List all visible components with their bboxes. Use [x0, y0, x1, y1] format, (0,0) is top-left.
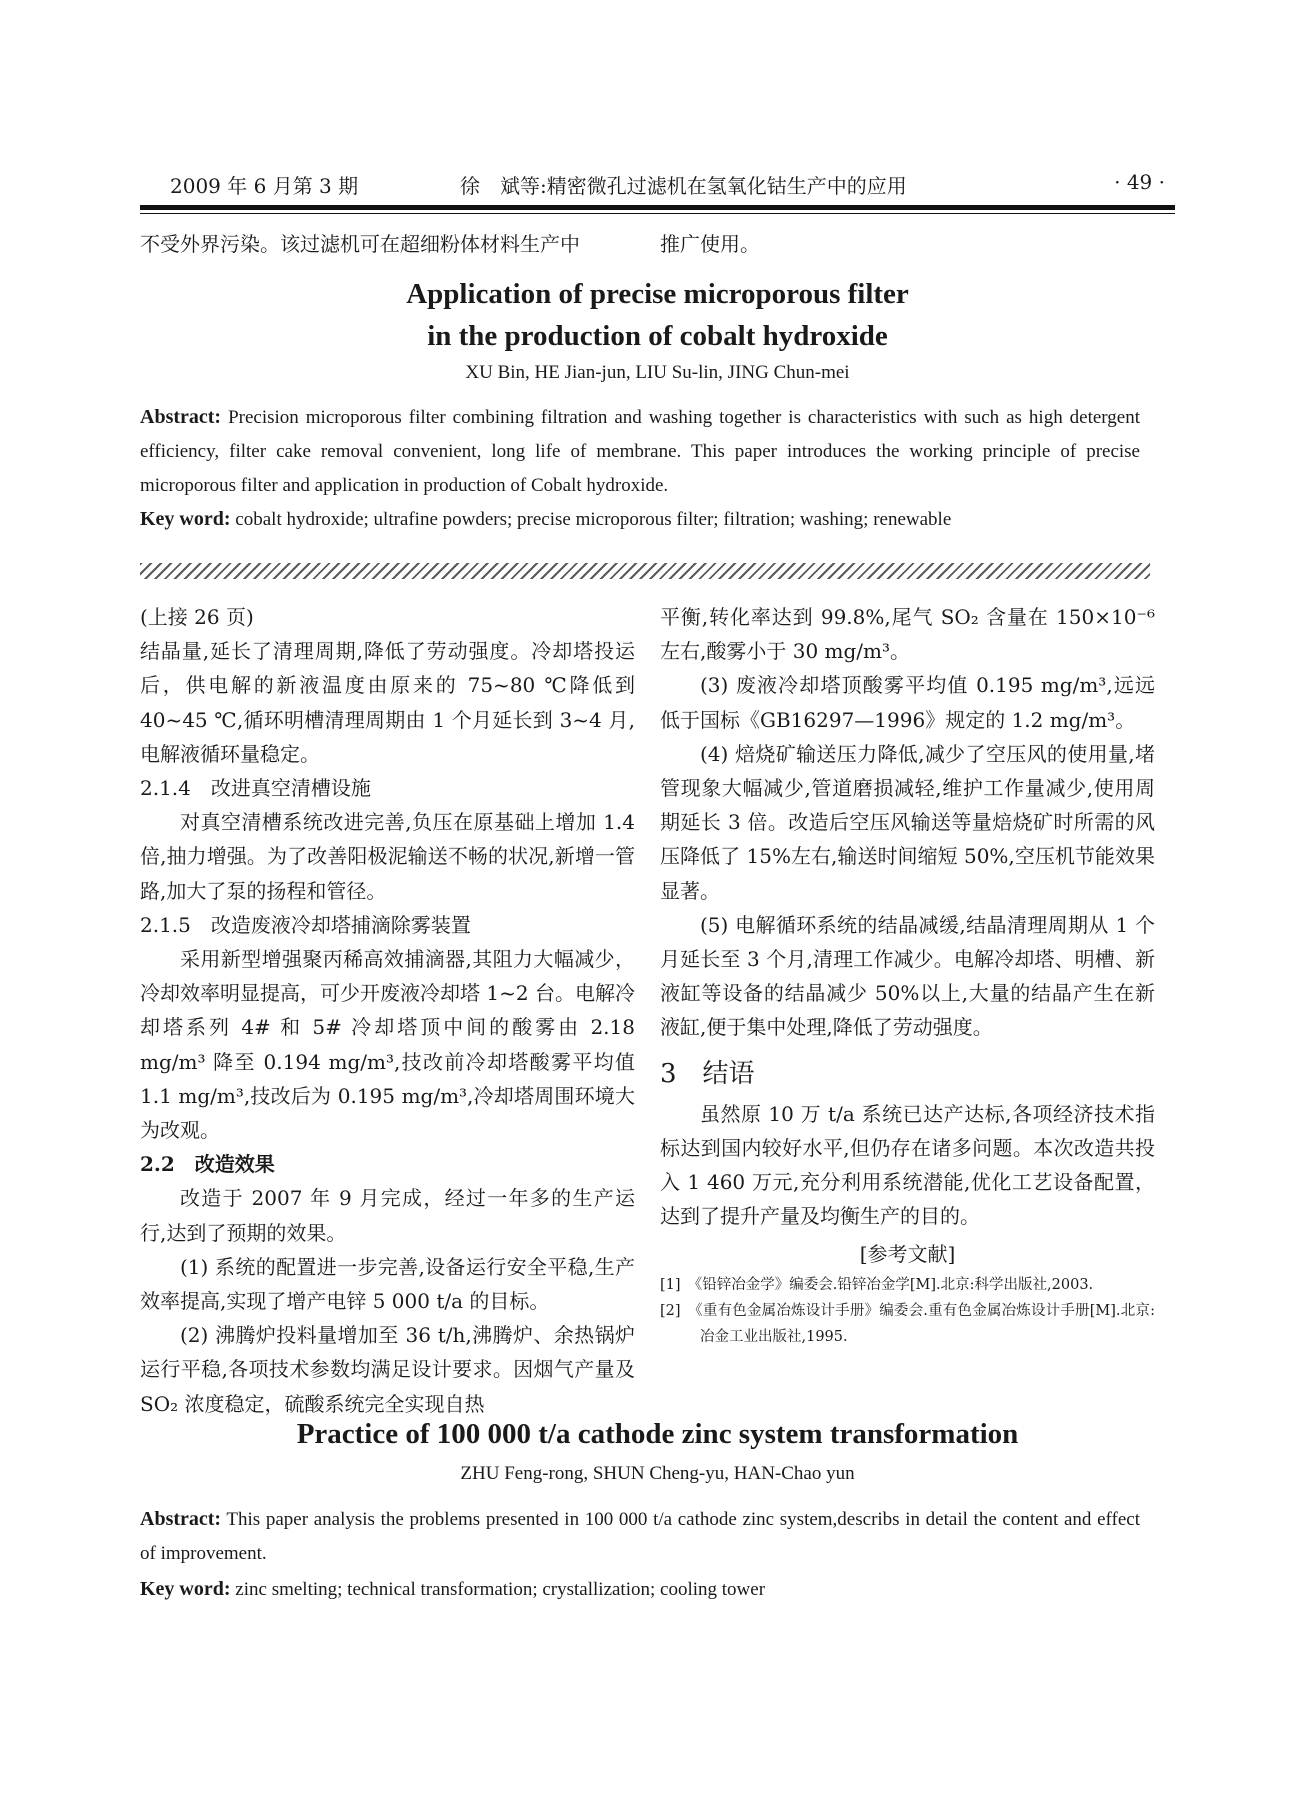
paragraph: (5) 电解循环系统的结晶减缓,结晶清理周期从 1 个月延长至 3 个月,清理工作减少。电解冷却塔、明槽、新液缸等设备的结晶减少 50%以上,大量的结晶产生在新液缸,便于集中处理,降低了劳动强度。: [660, 912, 1155, 1040]
article1-keyword-label: Key word:: [140, 508, 231, 530]
section-heading-2-2: 2.2 改造效果: [140, 1152, 275, 1177]
article2-authors: ZHU Feng-rong, SHUN Cheng-yu, HAN-Chao yun: [460, 1463, 855, 1484]
paragraph: 结晶量,延长了清理周期,降低了劳动强度。冷却塔投运后，供电解的新液温度由原来的 75~80 ℃降低到 40~45 ℃,循环明槽清理周期由 1 个月延长到 3~4 月,电解液循环量稳定。: [140, 639, 635, 766]
section-heading-2-1-5: 2.1.5 改造废液冷却塔捕滴除雾装置: [140, 912, 471, 937]
article1-abstract-text: Precision microporous filter combining filtration and washing together is characteristics with such as high detergent efficiency, filter cake removal convenient, long life of membrane. This paper introduces the working principle of precise microporous filter and application in production of Cobalt hydroxide.: [140, 407, 1141, 496]
section-heading-2-1-4: 2.1.4 改进真空清槽设施: [140, 776, 371, 801]
continued-note: (上接 26 页): [140, 605, 254, 629]
article2-abstract-label: Abstract:: [140, 1508, 222, 1530]
article1-title-line2: in the production of cobalt hydroxide: [427, 320, 888, 352]
paragraph: 采用新型增强聚丙稀高效捕滴器,其阻力大幅减少，冷却效率明显提高，可少开废液冷却塔 1~2 台。电解冷却塔系列 4# 和 5# 冷却塔顶中间的酸雾由 2.18 mg/m³ 降至 0.194 mg/m³,技改前冷却塔酸雾平均值 1.1 mg/m³,技改后为 0.195 mg/m³,冷却塔周围环境大为改观。: [140, 947, 635, 1143]
section-heading-3: 3 结语: [660, 1058, 755, 1089]
carryover-text-left: 不受外界污染。该过滤机可在超细粉体材料生产中: [140, 232, 580, 256]
header-rule-thin: [140, 213, 1175, 214]
article1-abstract: [140, 400, 1140, 503]
paragraph: 对真空清槽系统改进完善,负压在原基础上增加 1.4 倍,抽力增强。为了改善阳极泥输送不畅的状况,新增一管路,加大了泵的扬程和管径。: [140, 810, 635, 903]
article2-title: Practice of 100 000 t/a cathode zinc system transformation: [296, 1418, 1019, 1450]
header-issue: 2009 年 6 月第 3 期: [170, 174, 359, 198]
header-article-title: 徐 斌等:精密微孔过滤机在氢氧化钴生产中的应用: [460, 174, 907, 198]
paragraph: (1) 系统的配置进一步完善,设备运行安全平稳,生产效率提高,实现了增产电锌 5 000 t/a 的目标。: [140, 1254, 635, 1314]
article2-keyword-label: Key word:: [140, 1578, 231, 1600]
carryover-text-right: 推广使用。: [660, 232, 760, 256]
paragraph: 虽然原 10 万 t/a 系统已达产达标,各项经济技术指标达到国内较好水平,但仍存在诸多问题。本次改造共投入 1 460 万元,充分利用系统潜能,优化工艺设备配置，达到了提升产量及均衡生产的目的。: [660, 1101, 1155, 1229]
article1-authors: XU Bin, HE Jian-jun, LIU Su-lin, JING Chun-mei: [465, 362, 850, 383]
right-column: [660, 600, 1155, 1350]
reference-item: [1] 《铅锌冶金学》编委会.铅锌冶金学[M].北京:科学出版社,2003.: [660, 1276, 1094, 1293]
running-header: [140, 170, 1175, 200]
paragraph: (2) 沸腾炉投料量增加至 36 t/h,沸腾炉、余热锅炉运行平稳,各项技术参数均满足设计要求。因烟气产量及 SO₂ 浓度稳定，硫酸系统完全实现自热: [140, 1323, 635, 1416]
article1-title-line1: Application of precise microporous filter: [406, 278, 909, 310]
header-rule-thick: [140, 205, 1175, 210]
paragraph: (4) 焙烧矿输送压力降低,减少了空压风的使用量,堵管现象大幅减少,管道磨损减轻,维护工作量减少,使用周期延长 3 倍。改造后空压风输送等量焙烧矿时所需的风压降低了 15%左右,输送时间缩短 50%,空压机节能效果显著。: [660, 741, 1155, 903]
reference-item: [2] 《重有色金属冶炼设计手册》编委会.重有色金属冶炼设计手册[M].北京:冶金工业出版社,1995.: [660, 1302, 1155, 1345]
article1-abstract-label: Abstract:: [140, 406, 222, 428]
article2-abstract-text: This paper analysis the problems presented in 100 000 t/a cathode zinc system,describs in detail the content and effect of improvement.: [140, 1509, 1140, 1564]
article2-keyword-text: zinc smelting; technical transformation; crystallization; cooling tower: [235, 1579, 766, 1600]
article1-keyword-text: cobalt hydroxide; ultrafine powders; precise microporous filter; filtration; washing; renewable: [235, 509, 952, 530]
paragraph: 改造于 2007 年 9 月完成，经过一年多的生产运行,达到了预期的效果。: [140, 1186, 635, 1245]
article2-abstract: [140, 1502, 1140, 1571]
paragraph: (3) 废液冷却塔顶酸雾平均值 0.195 mg/m³,远远低于国标《GB16297—1996》规定的 1.2 mg/m³。: [660, 673, 1155, 732]
references-heading: [参考文献]: [859, 1242, 956, 1267]
left-column: [140, 600, 635, 1421]
header-page-number: · 49 ·: [1114, 170, 1165, 194]
ornamental-divider: [140, 563, 1150, 579]
paragraph: 平衡,转化率达到 99.8%,尾气 SO₂ 含量在 150×10⁻⁶ 左右,酸雾小于 30 mg/m³。: [660, 605, 1155, 664]
article2-keywords: [140, 1572, 1140, 1607]
article1-keywords: [140, 502, 1140, 537]
